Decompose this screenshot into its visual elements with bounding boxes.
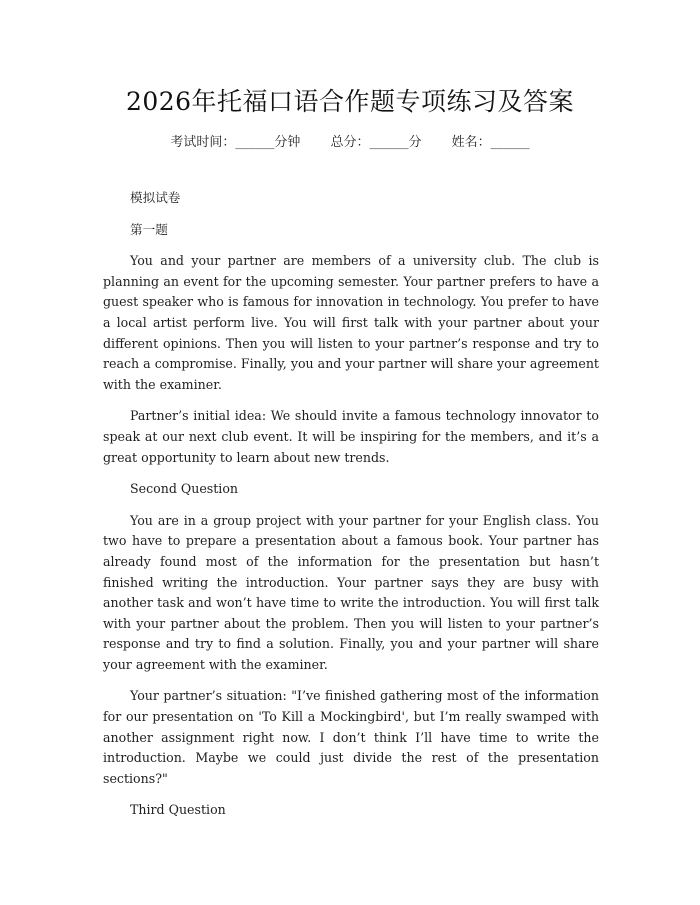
question-1-partner-idea: Partner’s initial idea: We should invite a famous technology innovator to speak at our next club event. It will be inspiring for the members, and it’s a great opportunity to learn about new trends. (103, 408, 599, 465)
question-3-label: Third Question (130, 802, 226, 818)
document-body (103, 188, 599, 832)
page-title: 2026年托福口语合作题专项练习及答案 (125, 87, 575, 116)
exam-meta (0, 131, 700, 150)
question-2-partner-situation: Your partner’s situation: "I’ve finished gathering most of the information for our presentation on 'To Kill a Mockingbird', but I’m really swamped with another assignment right now. I don’t think I’ll have time to write the introduction. Maybe we could just divide the rest of the presentation sections?" (103, 688, 599, 786)
section-heading: 模拟试卷 (130, 190, 181, 205)
question-1-label: 第一题 (130, 221, 168, 237)
total-score-field: 总分：______分 (330, 135, 422, 150)
exam-time-field: 考试时间：______分钟 (170, 135, 301, 150)
question-2-prompt: You are in a group project with your partner for your English class. You two have to prepare a presentation about a famous book. Your partner has already found most of the information for the presentation but hasn’t finished writing the introduction. Your partner says they are busy with another task and won’t have time to write the introduction. You will first talk with your partner about the problem. Then you will listen to your partner’s response and try to find a solution. Finally, you and your partner will share your agreement with the examiner. (103, 512, 599, 672)
name-field: 姓名：______ (451, 135, 530, 150)
question-1-prompt: You and your partner are members of a university club. The club is planning an event for the upcoming semester. Your partner prefers to have a guest speaker who is famous for innovation in technology. You prefer to have a local artist perform live. You will first talk with your partner about your different opinions. Then you will listen to your partner’s response and try to reach a compromise. Finally, you and your partner will share your agreement with the examiner. (103, 253, 599, 392)
question-2-label: Second Question (130, 481, 239, 497)
